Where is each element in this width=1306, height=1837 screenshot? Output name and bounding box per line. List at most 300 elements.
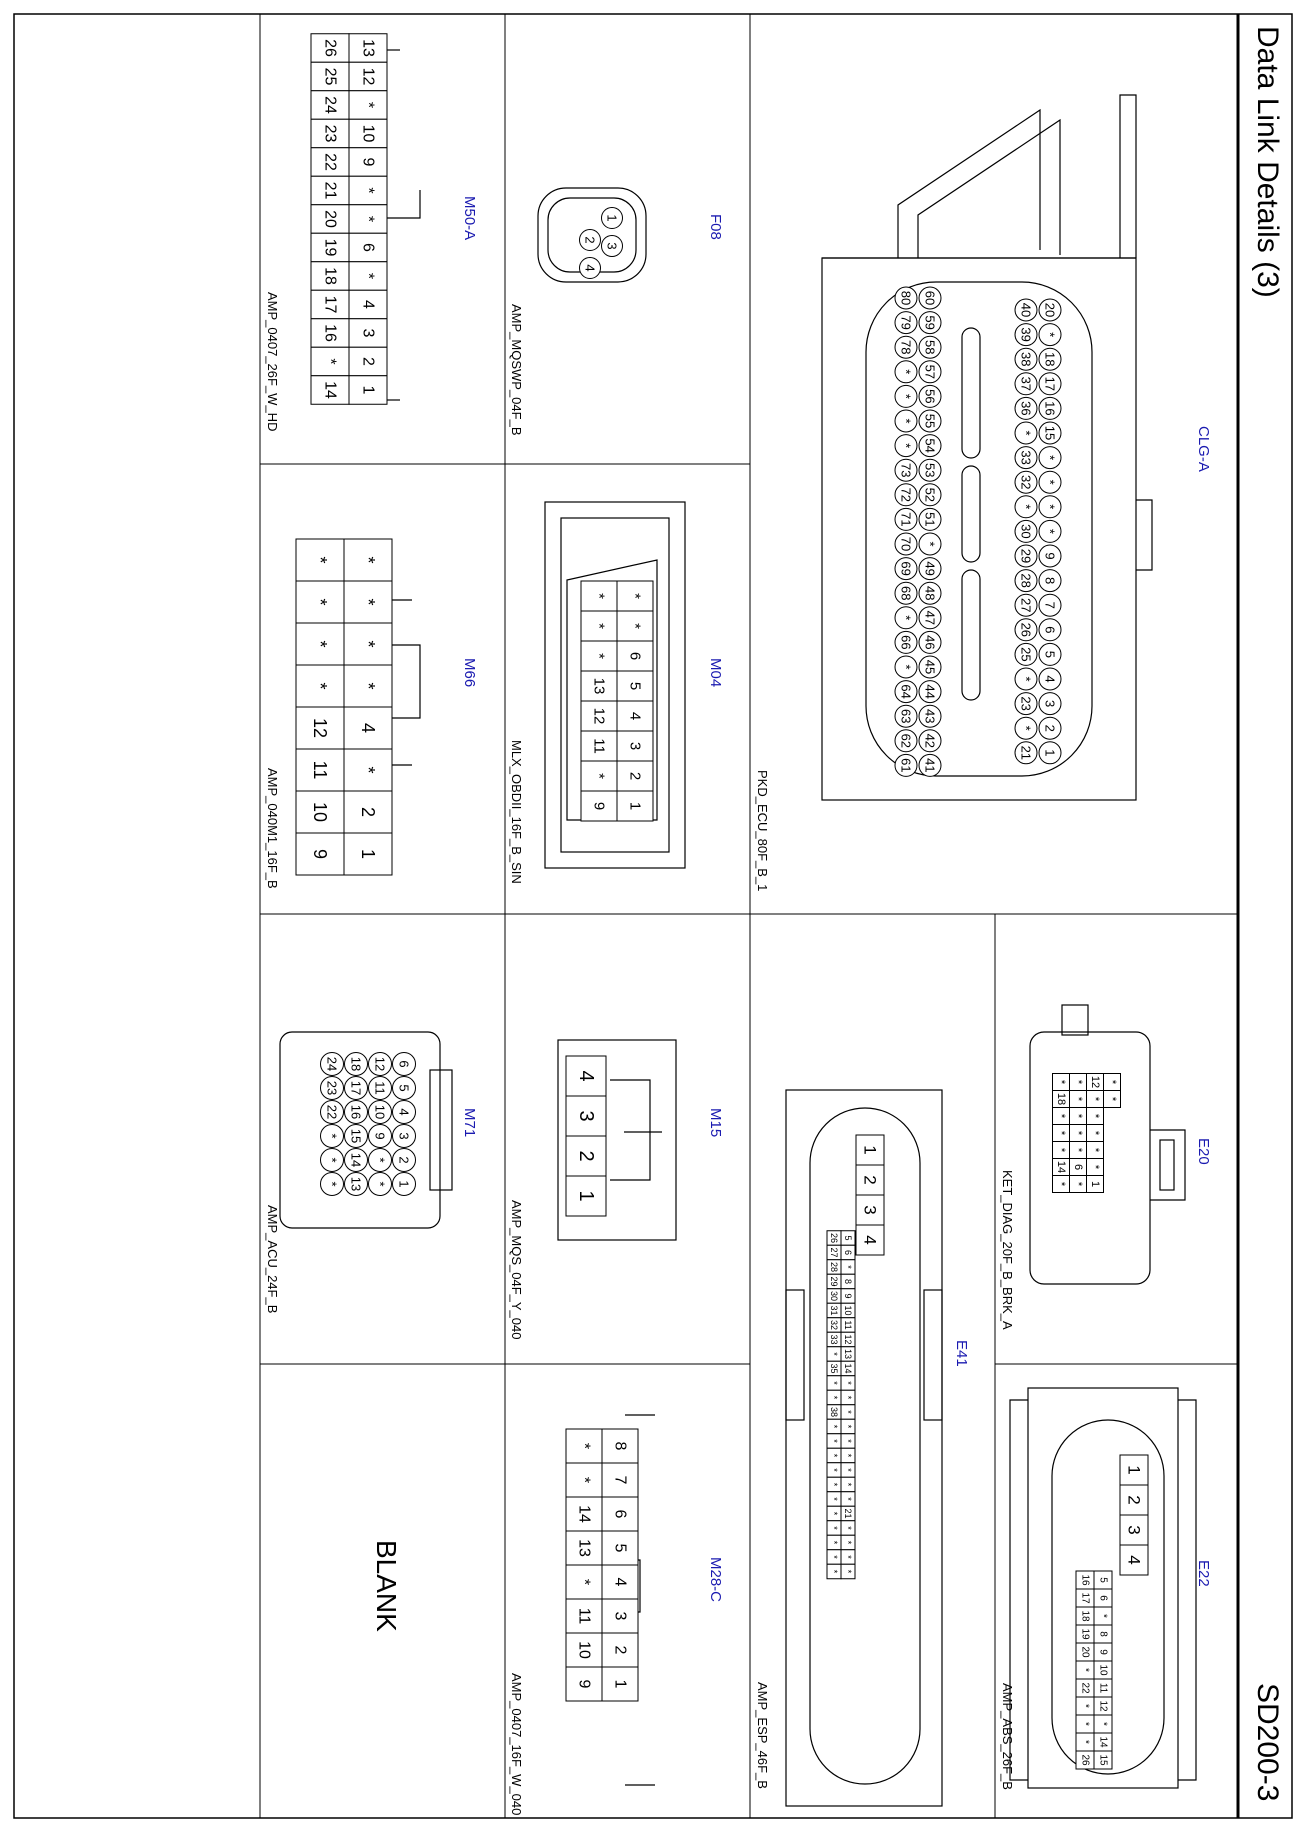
e41-pin	[827, 1289, 841, 1304]
clg-a-pin	[919, 484, 941, 506]
pin-number: 8	[843, 1278, 853, 1285]
pin-number: 47	[922, 610, 938, 626]
pin-number: *	[829, 1555, 839, 1559]
pin-number: *	[829, 1352, 839, 1356]
pin-number: 14	[843, 1363, 853, 1374]
pin-number: 26	[321, 39, 339, 57]
clg-a-pin	[919, 361, 941, 383]
pin-number: *	[1055, 1079, 1067, 1085]
pin-number: 53	[922, 462, 938, 478]
pin-number: *	[626, 593, 644, 599]
clg-a-pin	[919, 435, 941, 457]
m66-pin	[296, 791, 344, 833]
pin-number: 4	[860, 1235, 880, 1245]
e22-pin	[1094, 1751, 1112, 1769]
clg-a-pin	[1015, 594, 1037, 616]
clg-a-pin	[1015, 496, 1037, 518]
e41-pin	[827, 1231, 841, 1246]
clg-a-pin	[895, 754, 917, 776]
m04-pin	[617, 581, 653, 611]
pin-number: 58	[922, 339, 938, 355]
e22-pin	[1076, 1589, 1094, 1607]
pin-number: 11	[575, 1607, 593, 1625]
e41-pin	[841, 1405, 855, 1420]
e41-pin	[827, 1448, 841, 1463]
pin-number: 28	[1018, 573, 1034, 588]
pin-number: 9	[575, 1679, 593, 1689]
m71-pin	[369, 1101, 392, 1124]
clg-a-pin	[919, 730, 941, 752]
sheet-border	[14, 14, 1292, 1818]
pin-number: *	[1055, 1181, 1067, 1187]
m28-c-pin	[566, 1599, 602, 1633]
e20-pin	[1087, 1091, 1104, 1108]
pin-number: *	[843, 1569, 853, 1574]
clg-a-pin	[1039, 422, 1061, 444]
part-number-f08: AMP_MQSWP_04F_B	[509, 304, 524, 436]
clg-a-pin	[1039, 668, 1061, 690]
clg-a-pin	[1039, 496, 1061, 518]
pin-number: 1	[396, 1180, 412, 1188]
pin-number: *	[372, 1157, 388, 1163]
m66-pin	[344, 665, 392, 707]
e41-pin	[841, 1318, 855, 1333]
pin-number: 25	[1018, 647, 1034, 662]
pin-number: 4	[396, 1108, 412, 1116]
m71-pin	[369, 1125, 392, 1148]
pin-number: *	[843, 1453, 853, 1458]
pin-number: *	[590, 773, 608, 779]
part-number-m50-a: AMP_0407_26F_W_HD	[265, 292, 280, 432]
pin-number: 3	[626, 741, 644, 751]
pin-number: 4	[1042, 675, 1058, 683]
pin-number: *	[1018, 725, 1034, 731]
m04-pin	[581, 581, 617, 611]
e41-pin	[827, 1361, 841, 1376]
pin-number: 1	[359, 385, 377, 395]
e41-large-pin	[856, 1135, 884, 1165]
pin-number: *	[1042, 479, 1058, 485]
clg-a-pin	[919, 508, 941, 530]
m28-c-pin	[566, 1531, 602, 1565]
m50-a-pin	[311, 376, 349, 405]
part-number-m71: AMP_ACU_24F_B	[265, 1205, 280, 1314]
m50-a-pin	[349, 148, 387, 177]
pin-number: *	[1055, 1130, 1067, 1136]
pin-number: 2	[611, 1645, 629, 1655]
clg-a-pin	[895, 730, 917, 752]
m71-pin	[393, 1053, 416, 1076]
clg-a-pin	[895, 705, 917, 727]
clg-a-pin	[895, 582, 917, 604]
clg-a-pin	[1039, 324, 1061, 346]
m15-pin	[566, 1176, 606, 1216]
e22-pin	[1076, 1643, 1094, 1661]
pin-number: *	[359, 101, 377, 109]
pin-number: 10	[843, 1305, 853, 1316]
pin-number: 10	[359, 124, 377, 143]
pin-number: *	[324, 1157, 340, 1163]
m66-pin	[296, 749, 344, 791]
pin-number: 14	[321, 381, 339, 399]
pin-number: 12	[1097, 1700, 1109, 1712]
pin-number: 78	[898, 339, 914, 355]
m50-a-pin	[311, 119, 349, 148]
e41-pin	[827, 1564, 841, 1579]
pin-number: 9	[1042, 552, 1058, 560]
e22-pin	[1094, 1607, 1112, 1625]
clg-a-pin	[895, 656, 917, 678]
pin-number: *	[1042, 504, 1058, 510]
pin-number: 12	[843, 1334, 853, 1345]
pin-number: 61	[898, 758, 914, 773]
e41-pin	[841, 1506, 855, 1521]
e41-pin	[841, 1245, 855, 1260]
clg-a-pin	[895, 558, 917, 580]
m50-a-pin	[349, 347, 387, 376]
pin-number: 17	[1079, 1592, 1091, 1604]
m04-pin	[617, 671, 653, 701]
pin-number: 46	[922, 635, 938, 650]
pin-number: *	[898, 418, 914, 424]
pin-number: 38	[829, 1406, 839, 1418]
pin-number: *	[590, 653, 608, 659]
pin-number: 3	[396, 1132, 412, 1140]
e41-pin	[827, 1318, 841, 1333]
e41-pin	[841, 1231, 855, 1246]
pin-number: 6	[626, 651, 644, 661]
m71-pin	[369, 1077, 392, 1100]
pin-number: 6	[1097, 1595, 1109, 1601]
clg-a-pin	[1039, 373, 1061, 395]
clg-a-pin	[1015, 324, 1037, 346]
pin-number: 13	[575, 1539, 593, 1557]
pin-number: 24	[324, 1056, 340, 1072]
pin-number: *	[1055, 1147, 1067, 1153]
clg-a-pin	[895, 508, 917, 530]
e41-pin	[841, 1274, 855, 1289]
pin-number: *	[843, 1395, 853, 1400]
pin-number: 8	[611, 1441, 629, 1451]
m71-pin	[393, 1125, 416, 1148]
pin-number: 32	[829, 1319, 839, 1331]
clg-a-pin	[919, 287, 941, 309]
pin-number: *	[898, 615, 914, 621]
m71-pin	[369, 1053, 392, 1076]
pin-number: 18	[348, 1056, 364, 1072]
pin-number: *	[843, 1468, 853, 1472]
pin-number: 17	[1042, 376, 1058, 392]
pin-number: *	[1072, 1181, 1084, 1187]
m04-pin	[581, 701, 617, 731]
pin-number: 14	[1097, 1736, 1109, 1748]
clg-a-pin	[1039, 693, 1061, 715]
pin-number: 3	[359, 328, 377, 338]
e22-pin	[1076, 1751, 1094, 1769]
pin-number: 16	[1079, 1574, 1091, 1586]
f08-pin	[602, 208, 623, 229]
pin-number: 5	[843, 1235, 853, 1241]
pin-number: 26	[829, 1232, 839, 1244]
pin-number: 2	[1124, 1495, 1144, 1505]
pin-number: *	[1018, 676, 1034, 682]
e20-pin	[1053, 1176, 1070, 1193]
e20-pin	[1053, 1142, 1070, 1159]
clg-a-pin	[1015, 422, 1037, 444]
e20-pin	[1070, 1125, 1087, 1142]
pin-number: 1	[575, 1190, 597, 1202]
pin-number: *	[359, 215, 377, 223]
m28-c-pin	[566, 1429, 602, 1463]
pin-number: 16	[348, 1104, 364, 1120]
pin-number: 11	[590, 738, 608, 754]
e20-pin	[1053, 1074, 1070, 1091]
clg-a-pin	[1015, 643, 1037, 665]
pin-number: 20	[321, 210, 339, 228]
pin-number: *	[898, 369, 914, 375]
pin-number: *	[310, 556, 330, 564]
clg-a-pin	[1039, 545, 1061, 567]
m04-pin	[617, 641, 653, 671]
pin-number: *	[843, 1540, 853, 1545]
pin-number: 9	[310, 848, 330, 860]
e20-pin	[1104, 1074, 1121, 1091]
clg-a-pin	[1039, 717, 1061, 739]
m28-c-pin	[566, 1565, 602, 1599]
clg-a-pin	[919, 533, 941, 555]
e41-pin	[841, 1390, 855, 1405]
m15-pin	[566, 1136, 606, 1176]
pin-number: *	[843, 1497, 853, 1501]
m50-a-pin	[349, 62, 387, 91]
m50-a-pin	[311, 205, 349, 234]
pin-number: 22	[1079, 1682, 1091, 1694]
m28-c-pin	[602, 1565, 638, 1599]
m71-pin	[345, 1149, 368, 1172]
pin-number: 1	[626, 801, 644, 811]
pin-number: 80	[898, 290, 914, 306]
pin-number: *	[843, 1381, 853, 1385]
pin-number: *	[1072, 1079, 1084, 1085]
e41-pin	[827, 1535, 841, 1550]
connector-id-e20: E20	[1195, 1138, 1212, 1165]
pin-number: 37	[1018, 376, 1034, 392]
m71-pin	[393, 1149, 416, 1172]
m71-pin	[321, 1125, 344, 1148]
part-number-m04: MLX_OBDII_16F_B_SIN	[509, 740, 524, 884]
clg-a-pin	[919, 754, 941, 776]
pin-number: *	[1089, 1164, 1101, 1170]
m04-pin	[617, 701, 653, 731]
pin-number: 3	[1124, 1525, 1144, 1535]
pin-number: 18	[1055, 1092, 1067, 1106]
pin-number: 16	[321, 324, 339, 342]
pin-number: 12	[310, 717, 330, 739]
e20-pin	[1087, 1074, 1104, 1091]
e22-pin	[1076, 1571, 1094, 1589]
pin-number: 55	[922, 413, 938, 429]
e22-pin	[1094, 1661, 1112, 1679]
clg-a-pin	[1015, 693, 1037, 715]
clg-a-pin	[919, 459, 941, 481]
clg-a-pin	[1039, 397, 1061, 419]
pin-number: 5	[626, 681, 644, 691]
clg-a-housing	[822, 95, 1152, 800]
pin-number: 2	[860, 1175, 880, 1185]
pin-number: 60	[922, 290, 938, 306]
clg-a-pin	[1015, 397, 1037, 419]
e41-large-pin	[856, 1195, 884, 1225]
pin-number: 5	[1097, 1577, 1109, 1583]
clg-a-pin	[1039, 520, 1061, 542]
pin-number: *	[829, 1381, 839, 1385]
e41-pin	[827, 1376, 841, 1391]
pin-number: 1	[358, 848, 378, 860]
e41-pin	[841, 1303, 855, 1318]
clg-a-pin	[919, 582, 941, 604]
pin-number: *	[1072, 1147, 1084, 1153]
pin-number: 62	[898, 733, 914, 749]
pin-number: *	[1097, 1614, 1109, 1618]
m28-c-pin	[566, 1463, 602, 1497]
e41-pin	[827, 1303, 841, 1318]
e41-pin	[827, 1332, 841, 1347]
pin-number: 12	[1089, 1075, 1101, 1089]
pin-number: *	[843, 1265, 853, 1269]
pin-number: *	[898, 443, 914, 449]
m50-a-pin	[349, 91, 387, 120]
clg-a-pin	[1039, 619, 1061, 641]
m50-a-pin	[311, 290, 349, 319]
pin-number: 32	[1018, 474, 1034, 490]
clg-a-pin	[895, 361, 917, 383]
e41-pin	[841, 1448, 855, 1463]
e22-pin	[1094, 1715, 1112, 1733]
pin-number: *	[843, 1424, 853, 1429]
page-code: SD200-3	[1251, 1683, 1284, 1802]
clg-a-pin	[895, 607, 917, 629]
pin-number: 69	[898, 561, 914, 576]
clg-a-pin	[1015, 447, 1037, 469]
m28-c-pin	[566, 1633, 602, 1667]
m28-c-pin	[566, 1667, 602, 1701]
e22-large-pin	[1120, 1485, 1148, 1515]
pin-number: *	[358, 766, 378, 774]
clg-a-pin	[1015, 619, 1037, 641]
e41-pin	[827, 1405, 841, 1420]
pin-number: 13	[590, 677, 608, 695]
clg-a-pin	[1039, 299, 1061, 321]
pin-number: 36	[1018, 401, 1034, 416]
m50-a-pin	[349, 290, 387, 319]
pin-number: 29	[1018, 548, 1034, 564]
pin-number: 21	[1018, 745, 1034, 761]
pin-number: *	[1079, 1740, 1091, 1744]
pin-number: *	[359, 187, 377, 194]
pin-number: 3	[575, 1110, 597, 1122]
pin-number: *	[1018, 504, 1034, 510]
pin-number: 48	[922, 585, 938, 601]
pin-number: 17	[321, 295, 339, 314]
connector-id-m28-c: M28-C	[707, 1557, 724, 1603]
m50-a-pin	[349, 119, 387, 148]
m71-pin	[369, 1149, 392, 1172]
pin-number: 15	[1097, 1754, 1109, 1766]
pin-number: 1	[1124, 1465, 1144, 1475]
pin-number: 7	[611, 1475, 629, 1485]
clg-a-pin	[1015, 348, 1037, 370]
e20-pin	[1070, 1074, 1087, 1091]
connector-id-e41: E41	[953, 1340, 970, 1367]
e41-pin	[827, 1245, 841, 1260]
pin-number: *	[829, 1540, 839, 1545]
m71-pin	[345, 1053, 368, 1076]
clg-a-pin	[919, 681, 941, 703]
m71-pin	[321, 1173, 344, 1196]
e41-pin	[841, 1347, 855, 1362]
m50-a-pin	[349, 319, 387, 348]
pin-number: *	[1089, 1113, 1101, 1119]
m66-pin	[344, 581, 392, 623]
m66-pin	[296, 623, 344, 665]
clg-a-pin	[895, 681, 917, 703]
e22-pin	[1076, 1697, 1094, 1715]
m66-pin	[296, 707, 344, 749]
e41-pin	[827, 1477, 841, 1492]
pin-number: *	[1089, 1096, 1101, 1102]
e41-pin	[841, 1289, 855, 1304]
m50-a-pin	[311, 347, 349, 376]
pin-number: 59	[922, 315, 938, 330]
pin-number: *	[575, 1476, 593, 1484]
pin-layer	[296, 34, 1148, 1769]
pin-number: *	[1106, 1079, 1118, 1085]
clg-a-pin	[919, 656, 941, 678]
pin-number: *	[1089, 1147, 1101, 1153]
pin-number: *	[310, 598, 330, 606]
f08-pin	[580, 258, 601, 279]
f08-pin	[580, 230, 601, 251]
pin-number: 1	[860, 1145, 880, 1155]
pin-number: *	[1055, 1113, 1067, 1119]
pin-number: 26	[1079, 1754, 1091, 1766]
pin-number: *	[1079, 1704, 1091, 1708]
e20-pin	[1104, 1091, 1121, 1108]
pin-number: 1	[1089, 1180, 1101, 1188]
pin-number: *	[1042, 528, 1058, 534]
e22-large-pin	[1120, 1515, 1148, 1545]
m50-a-pin	[311, 148, 349, 177]
pin-number: 9	[372, 1132, 388, 1140]
m50-a-pin	[349, 376, 387, 405]
m50-a-pin	[311, 319, 349, 348]
pin-number: *	[358, 682, 378, 690]
m04-pin	[581, 761, 617, 791]
pin-number: 16	[1042, 401, 1058, 416]
pin-number: 23	[1018, 696, 1034, 711]
part-number-m15: AMP_MQS_04F_Y_040	[509, 1200, 524, 1340]
pin-number: 12	[372, 1056, 388, 1072]
m50-a-housing	[386, 50, 420, 400]
e20-pin	[1087, 1125, 1104, 1142]
pin-number: 6	[1072, 1163, 1084, 1171]
clg-a-pin	[919, 385, 941, 407]
clg-a-pin	[895, 435, 917, 457]
pin-number: 49	[922, 561, 938, 576]
pin-number: 1	[604, 214, 620, 222]
m04-pin	[617, 731, 653, 761]
page-title: Data Link Details (3)	[1251, 26, 1284, 298]
